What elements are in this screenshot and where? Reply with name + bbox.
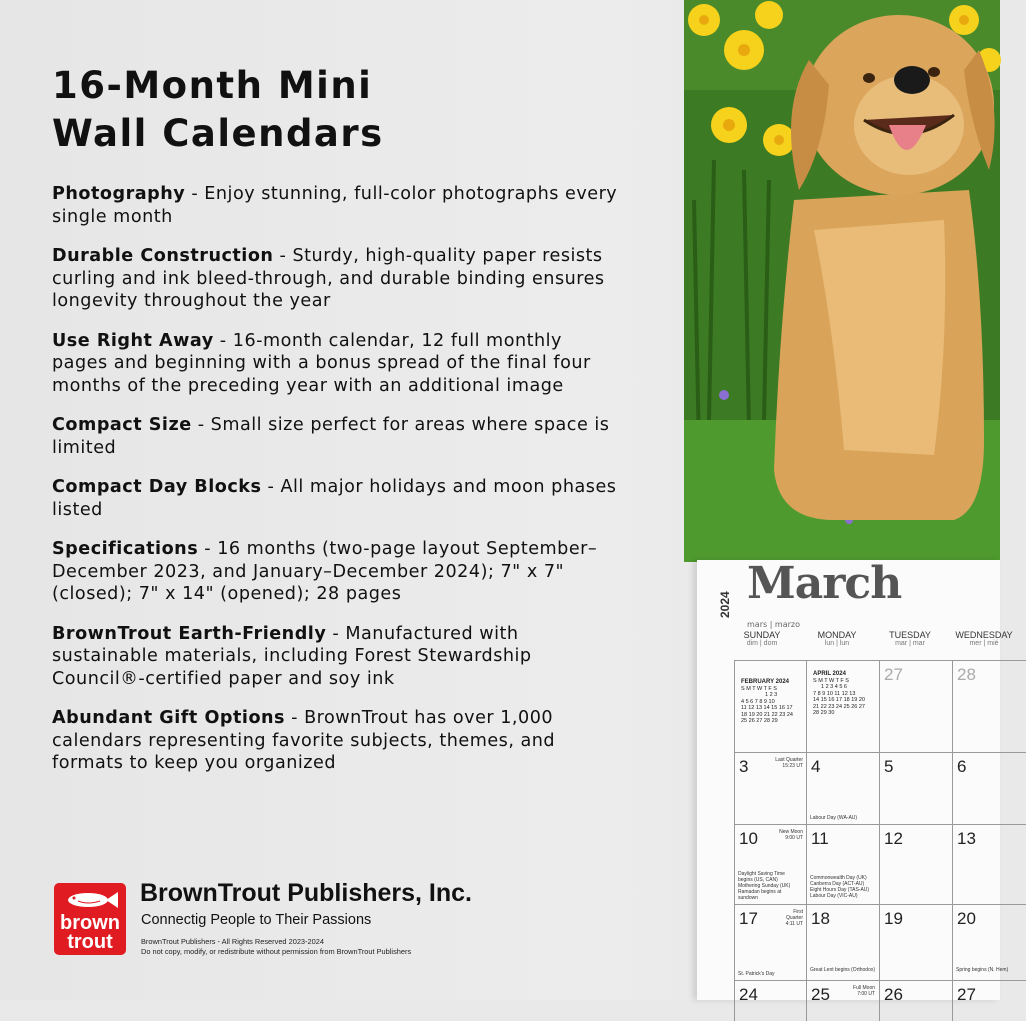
dog-photo-illustration [684,0,1000,562]
mini-row: 21 22 23 24 25 26 27 [813,703,865,710]
day-header-name: TUESDAY [889,630,931,640]
calendar-cell [734,824,807,905]
day-number: 20 [957,909,976,928]
feature-text: - 16 months (two-page layout September–December 2023, and January–December 2024); 7" x 7" (closed); 7" x 14" (opened); 28 pages [52,539,598,604]
moon-phase-note: Full Moon 7:00 UT [853,985,875,997]
calendar-month-sub: mars | marzo [747,620,801,629]
browntrout-logo [54,883,126,955]
day-header-sub: lun | lun [824,640,850,647]
feature-item [52,183,622,228]
feature-heading: BrownTrout Earth-Friendly [52,623,327,644]
logo-line-1: brown [60,912,120,934]
mini-calendar-title: FEBRUARY 2024 [741,679,790,685]
calendar-cell [879,980,953,1021]
feature-heading: Durable Construction [52,246,274,266]
feature-panel [52,62,622,792]
feature-item [52,707,622,775]
calendar-cell [734,660,807,753]
holiday-note: Spring begins (N. Hem) [956,967,1009,973]
day-header-name: SUNDAY [743,630,781,640]
day-header-sub: mar | mar [895,640,925,647]
day-number: 13 [957,829,976,848]
title-line-1: 16-Month Mini [52,64,373,107]
day-number: 3 [739,757,749,776]
feature-item [52,245,622,313]
calendar-cell [952,824,1026,905]
calendar-cell [806,824,880,905]
brand-name: BrownTrout Publishers, Inc. [140,879,472,907]
calendar-cell [952,980,1026,1021]
calendar-cell [952,660,1026,753]
calendar-cell [806,904,880,981]
day-header-tuesday [875,630,945,660]
day-header-sub: dim | dom [746,640,778,647]
feature-text: - Enjoy stunning, full-color photographs every single month [52,184,618,227]
mini-calendar-february [741,679,793,725]
feature-text: - 16-month calendar, 12 full monthly pages and beginning with a bonus spread of the final four months of the preceding year with an additional image [52,330,591,396]
feature-item [52,476,622,521]
mini-row: 1 2 3 4 5 6 [821,684,847,690]
golden-retriever-photo [684,0,1000,562]
mini-row: 25 26 27 28 29 [741,718,778,724]
day-number: 28 [957,665,976,684]
holiday-note: Great Lent begins (Orthodox) [810,967,876,973]
day-header-monday [802,630,872,660]
day-number: 19 [884,909,903,928]
mini-row: 11 12 13 14 15 16 17 [741,705,793,711]
calendar-cell [734,980,807,1021]
mini-row: S M T W T F S [741,685,777,692]
day-number: 24 [739,985,758,1004]
feature-text: - Small size perfect for areas where space is limited [52,415,610,458]
feature-heading: Abundant Gift Options [52,708,286,728]
calendar-cell [806,752,880,825]
day-number: 26 [884,985,903,1004]
day-header-sunday [727,630,797,660]
feature-heading: Use Right Away [52,330,214,351]
calendar-month: March [747,558,902,609]
day-number: 18 [811,909,830,928]
mini-row: 18 19 20 21 22 23 24 [741,711,793,718]
day-number: 11 [811,829,829,848]
calendar-cell [734,752,807,825]
feature-text: - All major holidays and moon phases listed [52,477,617,520]
day-header-name: WEDNESDAY [955,630,1013,640]
feature-heading: Photography [52,184,186,204]
mini-calendar-april [813,671,865,717]
moon-phase-note: Last Quarter 15:23 UT [775,757,803,769]
day-number: 25 [811,985,830,1004]
trout-fish-icon [60,889,120,911]
feature-text: - BrownTrout has over 1,000 calendars representing favorite subjects, themes, and formats to keep you organized [52,708,556,773]
moon-phase-note: First Quarter 4:11 UT [785,909,803,927]
page-title [52,62,622,158]
day-number: 10 [739,829,758,848]
legal-line-1: BrownTrout Publishers - All Rights Reserved 2023-2024 [141,937,324,946]
calendar-cell [806,660,880,753]
day-header-sub: mer | mié [969,640,999,647]
calendar-cell [806,980,880,1021]
legal-line-2: Do not copy, modify, or redistribute without permission from BrownTrout Publishers [141,947,412,956]
calendar-cell [879,824,953,905]
calendar-year: 2024 [718,591,732,618]
holiday-note: Commonwealth Day (UK) Canberra Day (ACT-AU) Eight Hours Day (TAS-AU) Labour Day (VIC-AU) [810,875,870,899]
feature-heading: Compact Day Blocks [52,477,262,497]
feature-item [52,414,622,459]
day-number: 6 [957,757,967,776]
day-number: 4 [811,757,821,776]
logo-text [54,914,126,952]
feature-heading: Specifications [52,539,199,559]
mini-row: 28 29 30 [813,710,835,716]
holiday-note: St. Patrick's Day [738,971,775,977]
feature-text: - Sturdy, high-quality paper resists curling and ink bleed-through, and durable binding ensures longevity throughout the year [52,246,605,311]
feature-item [52,330,622,398]
mini-calendar-title: APRIL 2024 [813,671,846,677]
feature-heading: Compact Size [52,415,192,435]
calendar-cell [734,904,807,981]
moon-phase-note: New Moon 9:00 UT [779,829,803,841]
brand-legal [141,937,411,957]
day-number: 27 [884,665,903,684]
feature-item [52,538,622,606]
day-number: 27 [957,985,976,1004]
calendar-cell [879,660,953,753]
calendar-cell [952,752,1026,825]
title-line-2: Wall Calendars [52,112,384,155]
calendar-cell [952,904,1026,981]
day-header-name: MONDAY [817,630,857,640]
holiday-note: Labour Day (WA-AU) [810,815,858,821]
day-number: 5 [884,757,894,776]
mini-row: 1 2 3 [765,692,778,698]
holiday-note: Daylight Saving Time begins (US, CAN) Mothering Sunday (UK) Ramadan begins at sundown [738,871,791,901]
feature-item [52,623,622,691]
mini-row: 14 15 16 17 18 19 20 [813,697,865,703]
calendar-cell [879,752,953,825]
day-number: 17 [739,909,758,928]
day-number: 12 [884,829,903,848]
feature-list [52,183,622,775]
mini-row: S M T W T F S [813,677,849,684]
calendar-cell [879,904,953,981]
feature-text: - Manufactured with sustainable materials, including Forest Stewardship Council®-certified paper and soy ink [52,623,532,689]
logo-line-2: trout [67,931,113,953]
mini-row: 7 8 9 10 11 12 13 [813,690,856,697]
march-calendar-page [697,558,1013,1004]
mini-row: 4 5 6 7 8 9 10 [741,698,775,705]
brand-tagline: Connectig People to Their Passions [141,912,372,928]
day-header-wednesday [949,630,1019,660]
